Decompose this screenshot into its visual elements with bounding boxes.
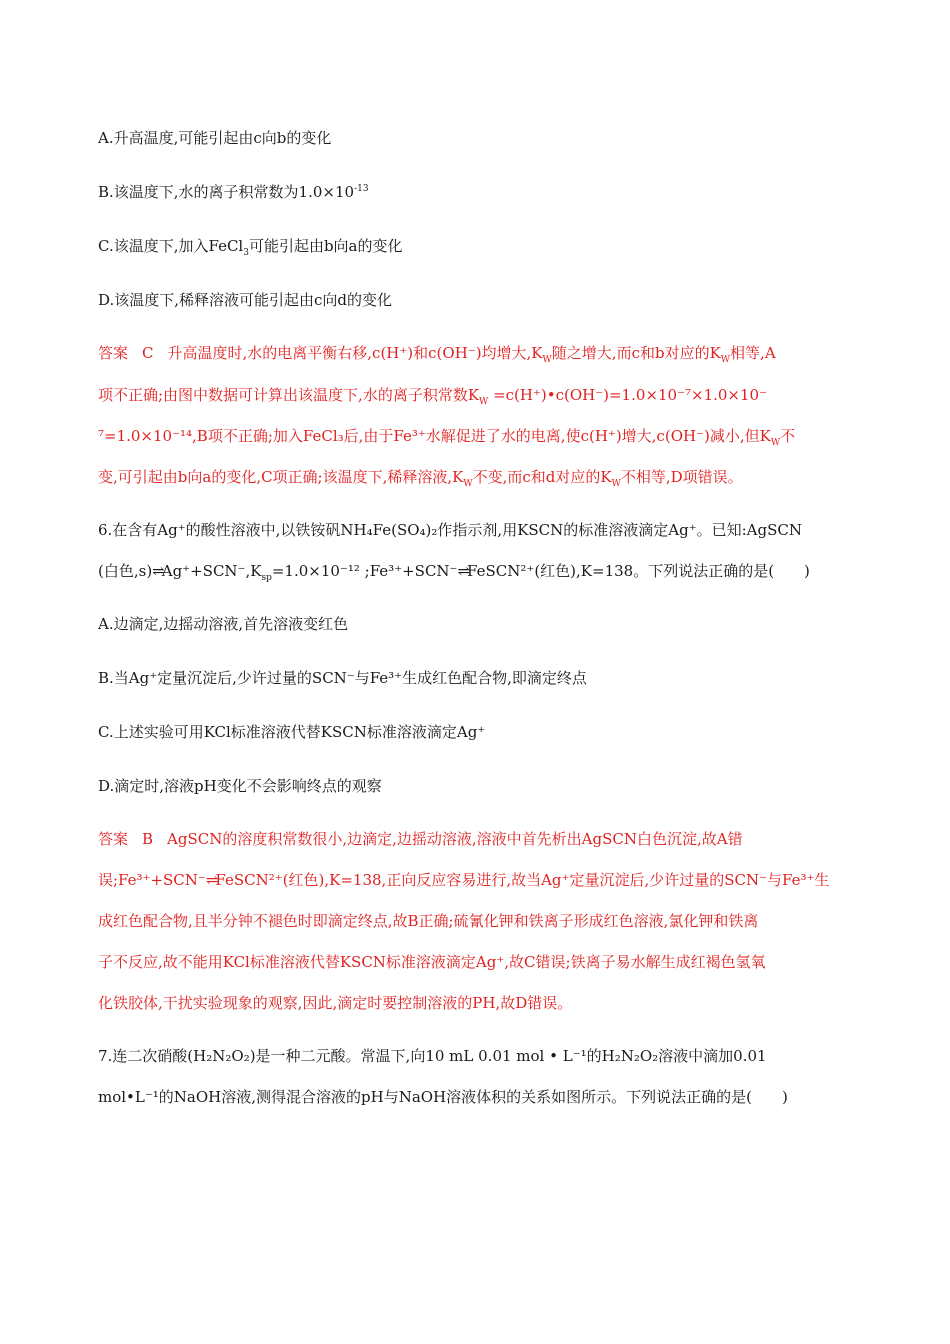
q7-stem-line-1: 7.连二次硝酸(H₂N₂O₂)是一种二元酸。常温下,向10 mL 0.01 mol • L⁻¹的H₂N₂O₂溶液中滴加0.01 — [98, 1047, 767, 1065]
q6-answer-line-5: 化铁胶体,干扰实验现象的观察,因此,滴定时要控制溶液的PH,故D错误。 — [98, 994, 573, 1012]
q5-option-c: C.该温度下,加入FeCl$_3$可能引起由b向a的变化 — [98, 237, 403, 258]
q6-answer-line-1: 答案 B AgSCN的溶度积常数很小,边滴定,边摇动溶液,溶液中首先析出AgSCN白色沉淀,故A错 — [98, 830, 743, 848]
q5-answer-line-1: 答案 C 升高温度时,水的电离平衡右移,c(H⁺)和c(OH⁻)均增大$,K_W$随之增大,而c和b对应的$K_W$相等,A — [98, 344, 776, 365]
equilibrium-arrow-icon: ⇌ — [205, 871, 216, 889]
q5-answer-line-2: 项不正确;由图中数据可计算出该温度下,水的离子积常数$K_W$ =c(H⁺)•c(OH⁻)=1.0×10⁻⁷×1.0×10⁻ — [98, 386, 767, 407]
q6-option-d: D.滴定时,溶液pH变化不会影响终点的观察 — [98, 777, 382, 795]
q5-option-b: B.该温度下,水的离子积常数为$1.0\times 10^{-13}$ — [98, 183, 369, 201]
answer-letter: C — [142, 344, 154, 362]
answer-label: 答案 — [98, 830, 129, 848]
answer-letter: B — [142, 830, 154, 848]
q5-option-d: D.该温度下,稀释溶液可能引起由c向d的变化 — [98, 291, 393, 309]
q6-answer-line-2: 误;Fe³⁺+SCN⁻⇌FeSCN²⁺(红色),K=138,正向反应容易进行,故当Ag⁺定量沉淀后,少许过量的SCN⁻与Fe³⁺生 — [98, 871, 830, 889]
q7-stem-line-2: mol•L⁻¹的NaOH溶液,测得混合溶液的pH与NaOH溶液体积的关系如图所示。下列说法正确的是( ) — [98, 1088, 788, 1106]
q6-answer-line-3: 成红色配合物,且半分钟不褪色时即滴定终点,故B正确;硫氰化钾和铁离子形成红色溶液,氯化钾和铁离 — [98, 912, 759, 930]
q6-option-c: C.上述实验可用KCl标准溶液代替KSCN标准溶液滴定Ag⁺ — [98, 723, 486, 741]
answer-label: 答案 — [98, 344, 129, 362]
q5-answer-line-4: 变,可引起由b向a的变化,C项正确;该温度下,稀释溶液$,K_W$不变,而c和d对应的$K_W$不相等,D项错误。 — [98, 468, 743, 489]
q6-option-a: A.边滴定,边摇动溶液,首先溶液变红色 — [98, 615, 349, 633]
q6-answer-line-4: 子不反应,故不能用KCl标准溶液代替KSCN标准溶液滴定Ag⁺,故C错误;铁离子易水解生成红褐色氢氧 — [98, 953, 766, 971]
equilibrium-arrow-icon: ⇌ — [152, 562, 162, 580]
q5-answer-line-3: ⁷=1.0×10⁻¹⁴,B项不正确;加入FeCl₃后,由于Fe³⁺水解促进了水的电离,使c(H⁺)增大,c(OH⁻)减小,但$K_W$不 — [98, 427, 796, 448]
q5-option-a: A.升高温度,可能引起由c向b的变化 — [98, 129, 332, 147]
q6-stem-line-1: 6.在含有Ag⁺的酸性溶液中,以铁铵矾NH₄Fe(SO₄)₂作指示剂,用KSCN的标准溶液滴定Ag⁺。已知:AgSCN — [98, 521, 802, 539]
equilibrium-arrow-icon: ⇌ — [457, 562, 468, 580]
q6-stem-line-2: (白色$,s)\rightleftharpoons Ag^++SCN^-,K_{sp}=1.0\times 10^{-12}$ ;Fe³⁺+SCN⁻⇌FeSCN²⁺(红色),K=138。下列说法正确的是( ) — [98, 562, 810, 583]
q6-option-b: B.当Ag⁺定量沉淀后,少许过量的SCN⁻与Fe³⁺生成红色配合物,即滴定终点 — [98, 669, 587, 687]
